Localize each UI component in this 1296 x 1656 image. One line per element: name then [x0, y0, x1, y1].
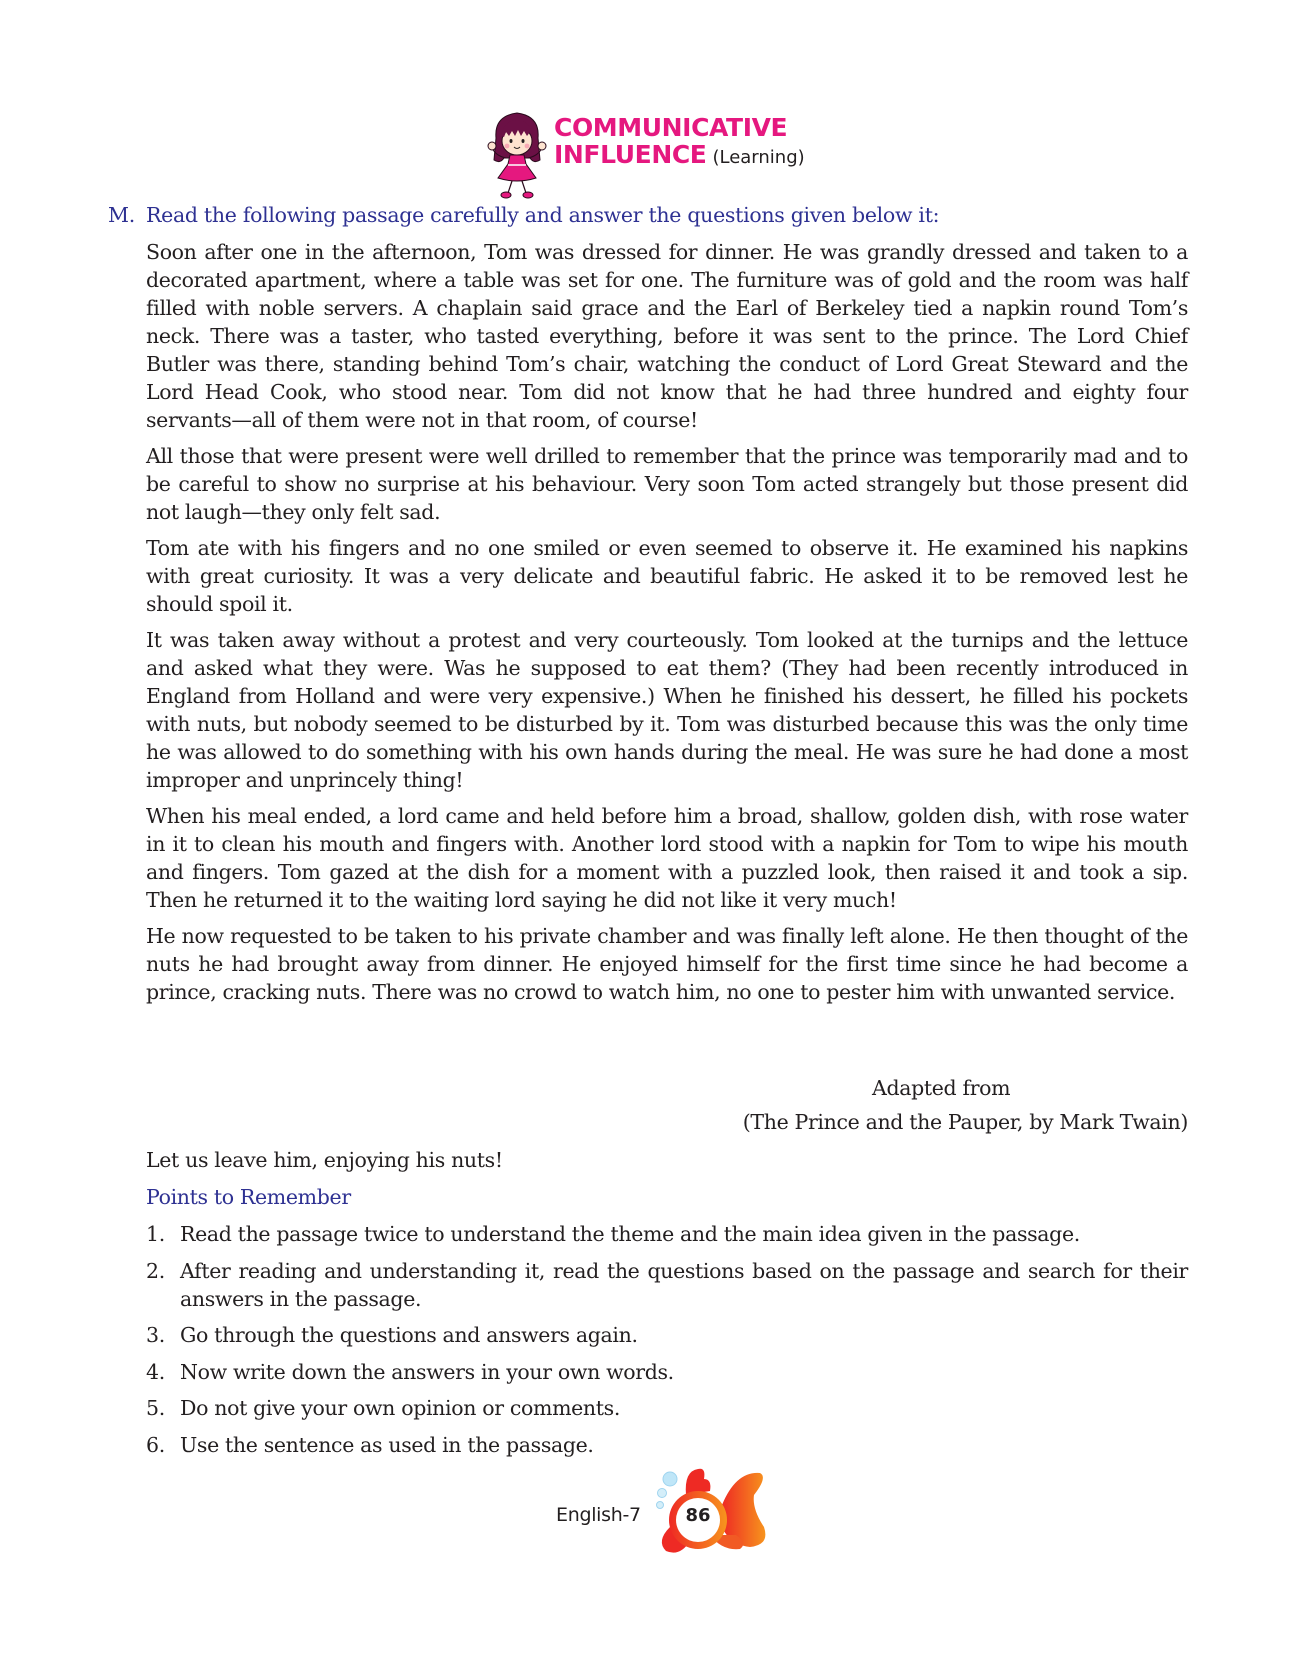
- passage-paragraph: He now requested to be taken to his private chamber and was finally left alone. He then thought of the nuts he had brought away from dinner. He enjoyed himself for the first time since he had become a prince, cracking nuts. There was no crowd to watch him, no one to pester him with unwanted service.: [146, 924, 1188, 1004]
- points-list: [146, 1220, 1188, 1467]
- passage-paragraph: It was taken away without a protest and very courteously. Tom looked at the turnips and the lettuce and asked what they were. Was he supposed to eat them? (They had been recently introduced in England from Holland and were very expensive.) When he finished his dessert, he filled his pockets with nuts, but nobody seemed to be disturbed by it. Tom was disturbed because this was the only time he was allowed to do something with his own hands during the meal. He was sure he had done a most improper and unprincely thing!: [146, 628, 1188, 792]
- passage-paragraph: When his meal ended, a lord came and held before him a broad, shallow, golden dish, with rose water in it to clean his mouth and fingers with. Another lord stood with a napkin for Tom to wipe his mouth and fingers. Tom gazed at the dish for a moment with a puzzled look, then raised it and took a sip. Then he returned it to the waiting lord saying he did not like it very much!: [146, 804, 1188, 912]
- section-header: [486, 108, 816, 200]
- list-item: [146, 1358, 1188, 1386]
- exercise-instruction: [108, 203, 939, 227]
- attribution-adapted-from: Adapted from: [872, 1076, 1011, 1100]
- passage-paragraph: Tom ate with his fingers and no one smiled or even seemed to observe it. He examined his napkins with great curiosity. It was a very delicate and beautiful fabric. He asked it to be removed lest he should spoil it.: [146, 536, 1188, 616]
- reading-passage: [146, 238, 1188, 1014]
- passage-paragraph: Soon after one in the afternoon, Tom was dressed for dinner. He was grandly dressed and taken to a decorated apartment, where a table was set for one. The furniture was of gold and the room was half filled with noble servers. A chaplain said grace and the Earl of Berkeley tied a napkin round Tom’s neck. There was a taster, who tasted everything, before it was sent to the prince. The Lord Chief Butler was there, standing behind Tom’s chair, watching the conduct of Lord Great Steward and the Lord Head Cook, who stood near. Tom did not know that he had three hundred and eighty four servants—all of them were not in that room, of course!: [146, 240, 1188, 432]
- exercise-instruction-text: Read the following passage carefully and answer the questions given below it:: [146, 203, 940, 227]
- list-item: [146, 1220, 1188, 1248]
- section-title-line2: INFLUENCE: [554, 140, 707, 169]
- passage-paragraph: All those that were present were well drilled to remember that the prince was temporarily mad and to be careful to show no surprise at his behaviour. Very soon Tom acted strangely but those present did not laugh—they only felt sad.: [146, 444, 1188, 524]
- list-item-text: Read the passage twice to understand the theme and the main idea given in the passage.: [180, 1222, 1080, 1246]
- list-item-text: Go through the questions and answers again.: [180, 1323, 638, 1347]
- page-footer: [556, 1465, 776, 1565]
- page-number: 86: [685, 1505, 711, 1526]
- attribution-source: (The Prince and the Pauper, by Mark Twain): [742, 1110, 1188, 1134]
- list-item-number: 4.: [146, 1359, 165, 1384]
- list-item-text: Do not give your own opinion or comments.: [180, 1396, 621, 1420]
- list-item-number: 1.: [146, 1222, 165, 1246]
- list-item: [146, 1257, 1188, 1313]
- list-item-number: 6.: [146, 1432, 165, 1457]
- exercise-letter: M.: [108, 203, 135, 227]
- list-item-text: Now write down the answers in your own words.: [180, 1359, 674, 1384]
- list-item-number: 5.: [146, 1396, 165, 1420]
- list-item-number: 2.: [146, 1258, 165, 1283]
- section-title: [554, 114, 805, 171]
- book-title: English-7: [556, 1504, 641, 1526]
- list-item-text: After reading and understanding it, read the questions based on the passage and search for their answers in the passage.: [180, 1258, 1188, 1311]
- list-item: [146, 1321, 1188, 1349]
- list-item-number: 3.: [146, 1323, 165, 1347]
- list-item: [146, 1394, 1188, 1422]
- girl-mascot-icon: [486, 108, 548, 200]
- closing-line: Let us leave him, enjoying his nuts!: [146, 1148, 503, 1172]
- section-title-line1: COMMUNICATIVE: [554, 113, 788, 142]
- list-item-text: Use the sentence as used in the passage.: [180, 1432, 594, 1457]
- list-item: [146, 1431, 1188, 1459]
- points-heading: Points to Remember: [146, 1185, 351, 1209]
- section-subtitle: (Learning): [712, 147, 805, 168]
